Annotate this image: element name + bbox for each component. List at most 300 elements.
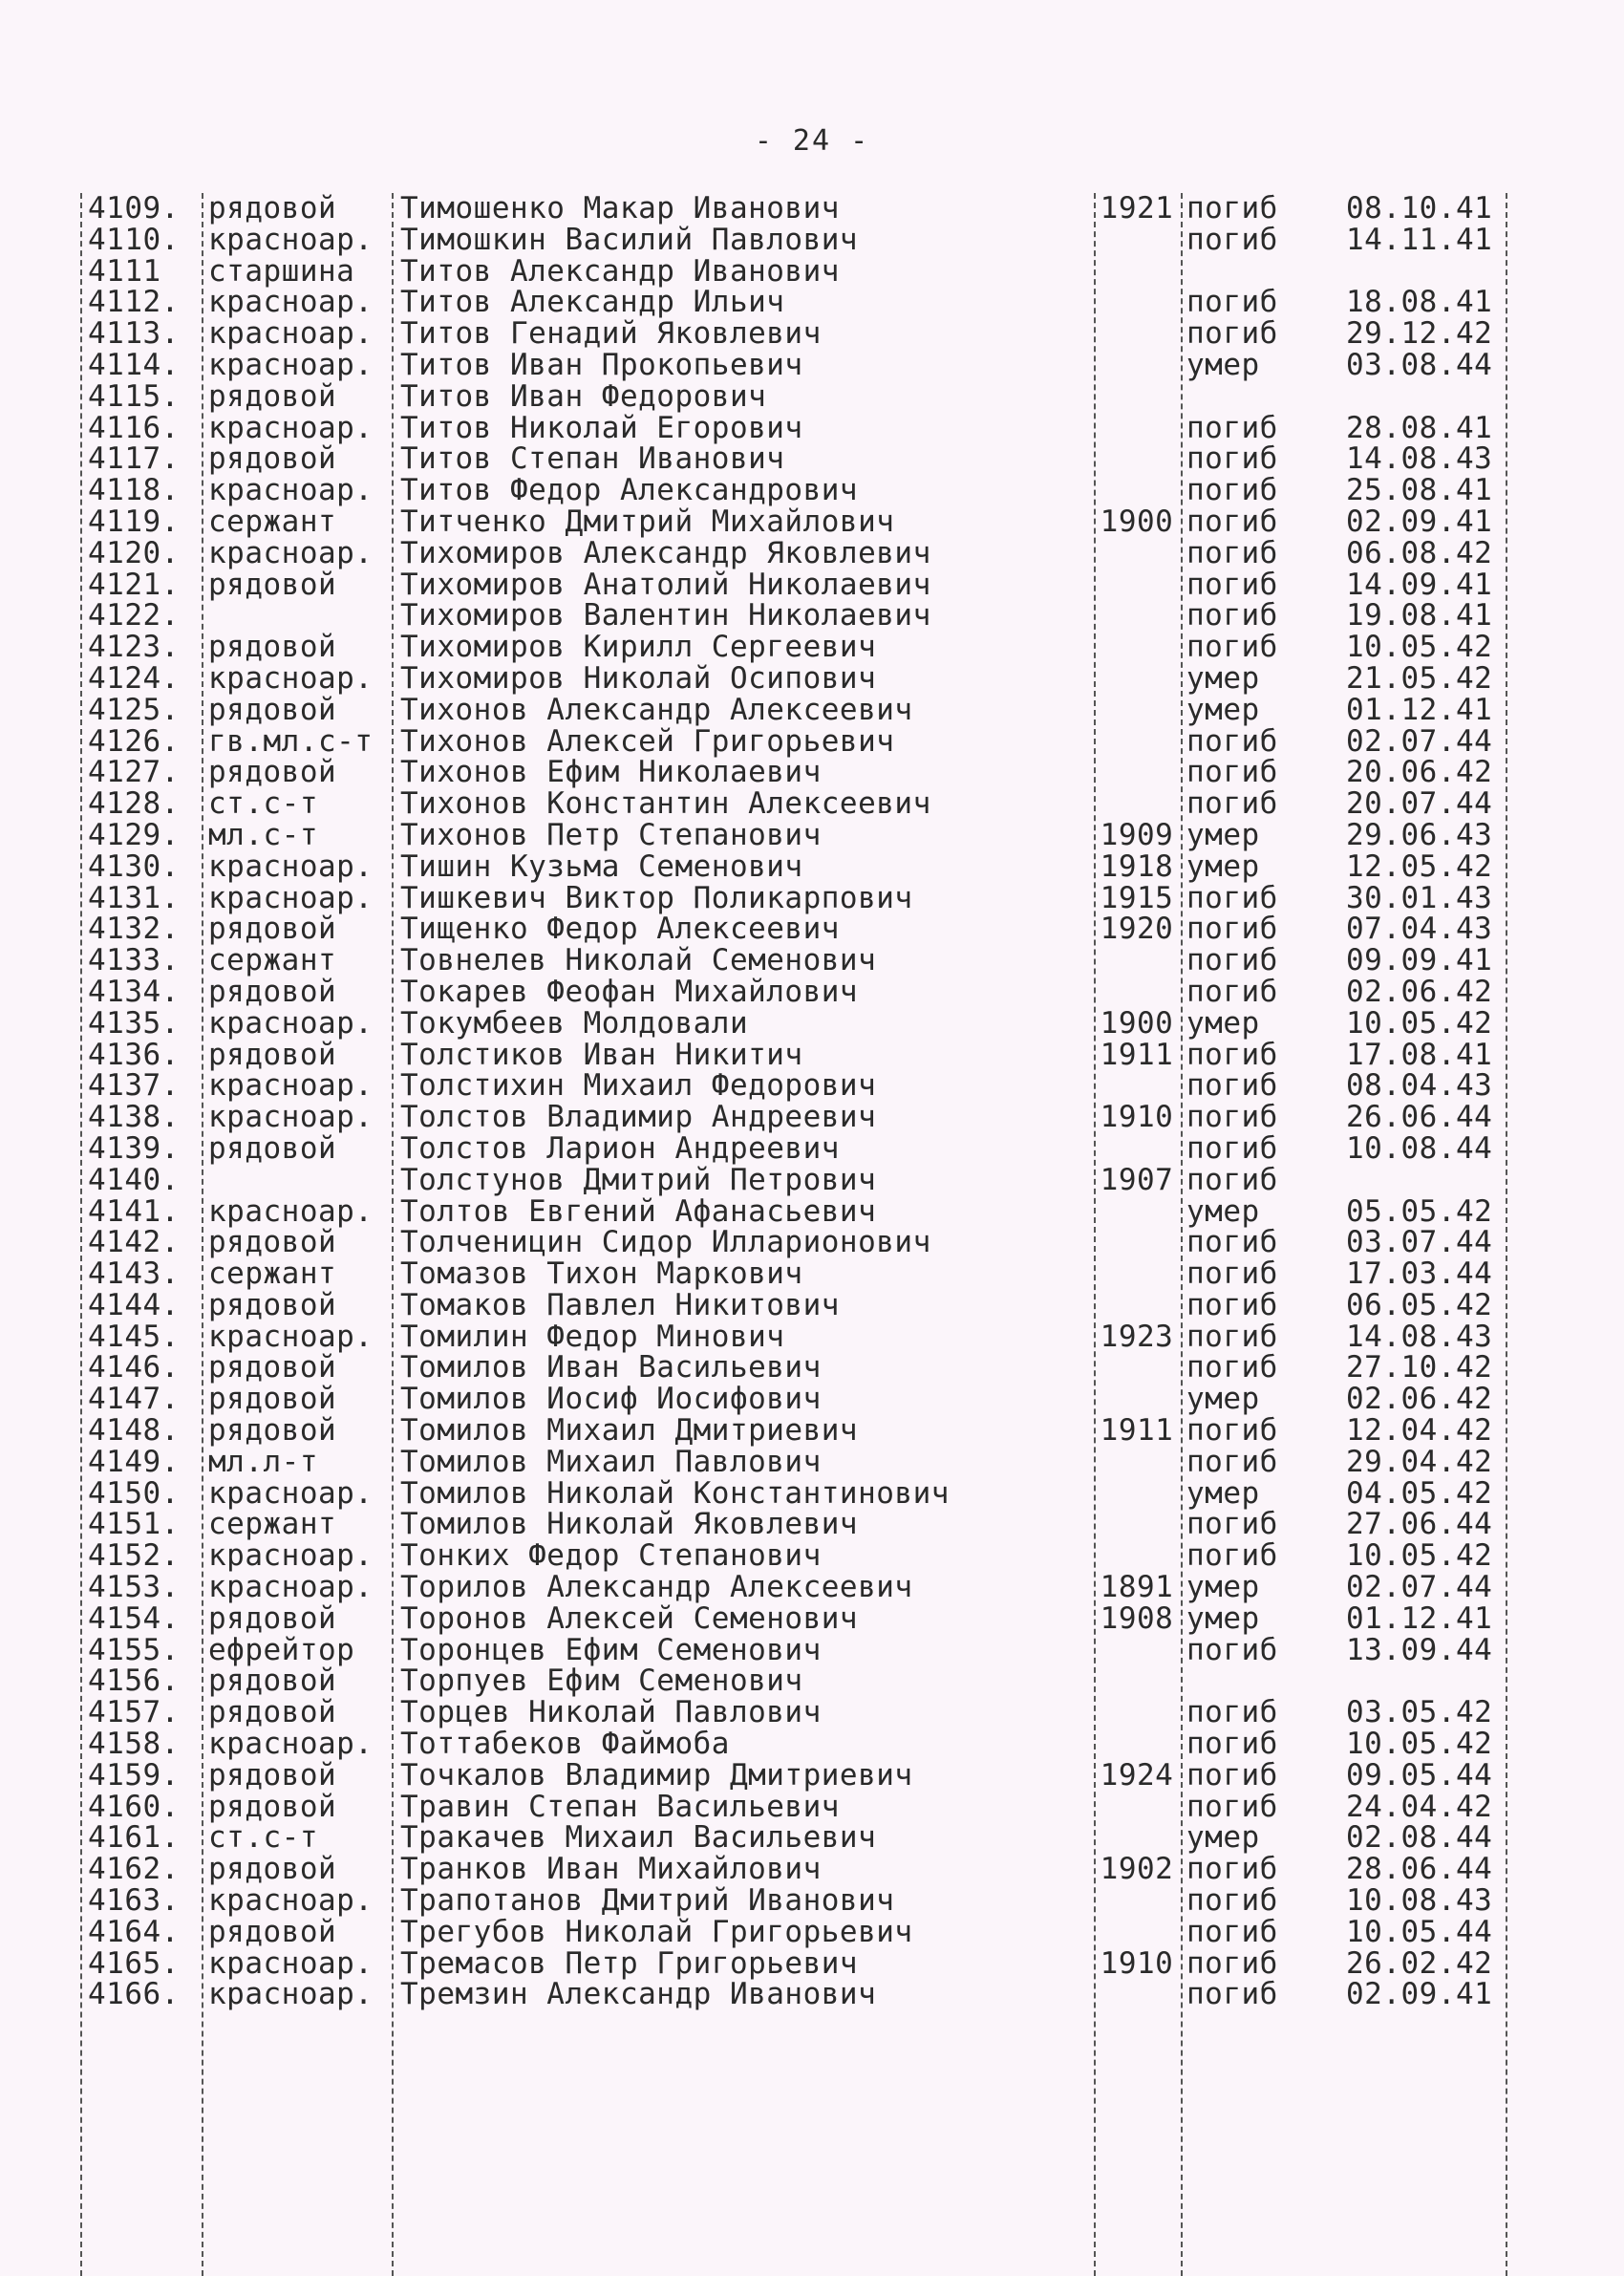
- cell-date: 10.05.42: [1346, 1538, 1493, 1574]
- table-row: [80, 848, 1513, 884]
- cell-status: умер: [1186, 1475, 1260, 1511]
- table-row: [80, 1540, 1513, 1572]
- cell-num: 4125.: [88, 692, 180, 727]
- cell-status: погиб: [1186, 410, 1278, 445]
- cell-status: погиб: [1186, 1538, 1278, 1574]
- cell-status: умер: [1186, 1600, 1260, 1636]
- cell-num: 4133.: [88, 943, 180, 978]
- cell-rank: сержант: [208, 1256, 337, 1292]
- cell-date: 18.08.41: [1346, 285, 1493, 320]
- cell-status: погиб: [1186, 1507, 1278, 1542]
- cell-num: 4131.: [88, 880, 180, 915]
- cell-num: 4122.: [88, 598, 180, 633]
- cell-name: Травин Степан Васильевич: [400, 1789, 840, 1824]
- table-row: [80, 475, 1513, 506]
- cell-rank: красноар.: [208, 1100, 374, 1135]
- cell-status: погиб: [1186, 880, 1278, 915]
- cell-num: 4162.: [88, 1852, 180, 1887]
- cell-year: 1911: [1100, 1037, 1174, 1072]
- cell-status: погиб: [1186, 285, 1278, 320]
- cell-date: 29.06.43: [1346, 817, 1493, 852]
- cell-num: 4139.: [88, 1130, 180, 1166]
- cell-rank: красноар.: [208, 1945, 374, 1981]
- cell-rank: гв.мл.с-т: [208, 723, 374, 759]
- table-row: [80, 1697, 1513, 1728]
- cell-status: погиб: [1186, 1883, 1278, 1919]
- cell-rank: ст.с-т: [208, 1820, 318, 1856]
- cell-num: 4116.: [88, 410, 180, 445]
- table-row: [80, 1757, 1513, 1793]
- table-row: [80, 1572, 1513, 1603]
- cell-name: Титов Иван Федорович: [400, 378, 767, 414]
- table-row: [80, 1005, 1513, 1041]
- cell-rank: рядовой: [208, 692, 337, 727]
- cell-date: 03.05.42: [1346, 1695, 1493, 1730]
- table-row: [80, 1102, 1513, 1133]
- table-row: [80, 1979, 1513, 2010]
- cell-date: 01.12.41: [1346, 1600, 1493, 1636]
- cell-num: 4132.: [88, 912, 180, 947]
- table-row: [80, 347, 1513, 382]
- cell-name: Томилов Михаил Павлович: [400, 1444, 822, 1479]
- cell-name: Тихонов Ефим Николаевич: [400, 755, 822, 790]
- cell-status: погиб: [1186, 1727, 1278, 1762]
- cell-rank: рядовой: [208, 1600, 337, 1636]
- cell-name: Титов Генадий Яковлевич: [400, 316, 822, 352]
- cell-year: 1909: [1100, 817, 1174, 852]
- cell-year: 1910: [1100, 1100, 1174, 1135]
- cell-status: умер: [1186, 660, 1260, 696]
- table-row: [80, 443, 1513, 475]
- cell-status: погиб: [1186, 974, 1278, 1009]
- cell-name: Титченко Дмитрий Михайлович: [400, 504, 895, 539]
- cell-date: 29.04.42: [1346, 1444, 1493, 1479]
- cell-name: Толстихин Михаил Федорович: [400, 1068, 877, 1104]
- table-row: [80, 692, 1513, 727]
- cell-num: 4148.: [88, 1413, 180, 1449]
- cell-rank: рядовой: [208, 912, 337, 947]
- cell-name: Тремзин Александр Иванович: [400, 1977, 877, 2012]
- cell-rank: красноар.: [208, 347, 374, 382]
- cell-name: Томазов Тихон Маркович: [400, 1256, 803, 1292]
- cell-num: 4138.: [88, 1100, 180, 1135]
- cell-rank: рядовой: [208, 1225, 337, 1260]
- cell-name: Токарев Феофан Михайлович: [400, 974, 859, 1009]
- table-row: [80, 1509, 1513, 1540]
- cell-rank: красноар.: [208, 880, 374, 915]
- cell-status: погиб: [1186, 1162, 1278, 1197]
- cell-name: Томилин Федор Минович: [400, 1319, 785, 1354]
- cell-status: погиб: [1186, 473, 1278, 508]
- cell-status: погиб: [1186, 630, 1278, 665]
- cell-year: 1900: [1100, 1005, 1174, 1041]
- table-row: [80, 880, 1513, 915]
- table-row: [80, 913, 1513, 945]
- cell-date: 02.06.42: [1346, 1382, 1493, 1417]
- cell-date: 03.07.44: [1346, 1225, 1493, 1260]
- cell-num: 4150.: [88, 1475, 180, 1511]
- table-row: [80, 535, 1513, 570]
- cell-date: 19.08.41: [1346, 598, 1493, 633]
- cell-date: 02.08.44: [1346, 1820, 1493, 1856]
- cell-date: 26.02.42: [1346, 1945, 1493, 1981]
- cell-num: 4163.: [88, 1883, 180, 1919]
- cell-date: 10.05.42: [1346, 630, 1493, 665]
- cell-num: 4113.: [88, 316, 180, 352]
- cell-date: 10.05.42: [1346, 1005, 1493, 1041]
- cell-date: 14.09.41: [1346, 567, 1493, 602]
- cell-rank: рядовой: [208, 1757, 337, 1793]
- cell-status: умер: [1186, 1193, 1260, 1229]
- cell-rank: мл.с-т: [208, 817, 318, 852]
- cell-date: 03.08.44: [1346, 347, 1493, 382]
- cell-status: погиб: [1186, 1757, 1278, 1793]
- table-row: [80, 945, 1513, 977]
- cell-num: 4166.: [88, 1977, 180, 2012]
- cell-rank: ст.с-т: [208, 786, 318, 822]
- cell-name: Точкалов Владимир Дмитриевич: [400, 1757, 913, 1793]
- cell-date: 28.08.41: [1346, 410, 1493, 445]
- cell-date: 06.08.42: [1346, 535, 1493, 570]
- cell-num: 4146.: [88, 1350, 180, 1385]
- cell-num: 4151.: [88, 1507, 180, 1542]
- cell-name: Тихонов Петр Степанович: [400, 817, 822, 852]
- cell-name: Тихомиров Александр Яковлевич: [400, 535, 931, 570]
- cell-status: погиб: [1186, 1319, 1278, 1354]
- cell-date: 02.06.42: [1346, 974, 1493, 1009]
- cell-name: Толстунов Дмитрий Петрович: [400, 1162, 877, 1197]
- cell-rank: рядовой: [208, 755, 337, 790]
- cell-rank: красноар.: [208, 535, 374, 570]
- cell-rank: рядовой: [208, 1350, 337, 1385]
- page-number: - 24 -: [754, 124, 870, 158]
- cell-date: 17.08.41: [1346, 1037, 1493, 1072]
- cell-rank: рядовой: [208, 1413, 337, 1449]
- cell-rank: рядовой: [208, 1037, 337, 1072]
- cell-name: Тихонов Александр Алексеевич: [400, 692, 913, 727]
- table-row: [80, 1665, 1513, 1697]
- cell-date: 12.05.42: [1346, 848, 1493, 884]
- cell-status: погиб: [1186, 1914, 1278, 1949]
- cell-name: Трегубов Николай Григорьевич: [400, 1914, 913, 1949]
- cell-rank: красноар.: [208, 1193, 374, 1229]
- table-row: [80, 193, 1513, 225]
- table-row: [80, 1193, 1513, 1229]
- cell-rank: ефрейтор: [208, 1632, 355, 1667]
- cell-rank: рядовой: [208, 974, 337, 1009]
- cell-name: Тимошенко Макар Иванович: [400, 191, 840, 225]
- cell-status: погиб: [1186, 1225, 1278, 1260]
- cell-name: Титов Николай Егорович: [400, 410, 803, 445]
- cell-name: Томилов Николай Яковлевич: [400, 1507, 859, 1542]
- cell-num: 4137.: [88, 1068, 180, 1104]
- cell-num: 4124.: [88, 660, 180, 696]
- cell-name: Тишкевич Виктор Поликарпович: [400, 880, 913, 915]
- cell-status: погиб: [1186, 1350, 1278, 1385]
- cell-status: погиб: [1186, 1977, 1278, 2012]
- cell-rank: рядовой: [208, 1664, 337, 1699]
- table-row: [80, 1475, 1513, 1511]
- cell-num: 4143.: [88, 1256, 180, 1292]
- cell-num: 4161.: [88, 1820, 180, 1856]
- table-row: [80, 506, 1513, 538]
- cell-status: погиб: [1186, 1945, 1278, 1981]
- cell-rank: мл.л-т: [208, 1444, 318, 1479]
- table-row: [80, 1415, 1513, 1447]
- cell-rank: красноар.: [208, 285, 374, 320]
- cell-name: Тракачев Михаил Васильевич: [400, 1820, 877, 1856]
- cell-status: умер: [1186, 692, 1260, 727]
- cell-date: 20.07.44: [1346, 786, 1493, 822]
- cell-year: 1923: [1100, 1319, 1174, 1354]
- cell-rank: красноар.: [208, 1883, 374, 1919]
- cell-year: 1891: [1100, 1570, 1174, 1605]
- cell-name: Толстов Ларион Андреевич: [400, 1130, 840, 1166]
- table-row: [80, 1321, 1513, 1353]
- table-row: [80, 287, 1513, 318]
- cell-name: Томаков Павлел Никитович: [400, 1287, 840, 1322]
- cell-name: Тимошкин Василий Павлович: [400, 222, 859, 257]
- cell-date: 27.06.44: [1346, 1507, 1493, 1542]
- cell-status: погиб: [1186, 1287, 1278, 1322]
- cell-num: 4144.: [88, 1287, 180, 1322]
- cell-status: погиб: [1186, 943, 1278, 978]
- cell-rank: красноар.: [208, 1475, 374, 1511]
- table-row: [80, 632, 1513, 663]
- cell-name: Томилов Иван Васильевич: [400, 1350, 822, 1385]
- cell-name: Томилов Иосиф Иосифович: [400, 1382, 822, 1417]
- cell-rank: красноар.: [208, 1727, 374, 1762]
- cell-year: 1910: [1100, 1945, 1174, 1981]
- cell-num: 4136.: [88, 1037, 180, 1072]
- cell-date: 08.10.41: [1346, 191, 1493, 225]
- cell-year: 1918: [1100, 848, 1174, 884]
- cell-date: 17.03.44: [1346, 1256, 1493, 1292]
- table-row: [80, 1130, 1513, 1166]
- cell-rank: красноар.: [208, 316, 374, 352]
- table-row: [80, 1632, 1513, 1667]
- cell-date: 09.05.44: [1346, 1757, 1493, 1793]
- cell-date: 06.05.42: [1346, 1287, 1493, 1322]
- cell-date: 14.08.43: [1346, 441, 1493, 477]
- cell-date: 10.05.42: [1346, 1727, 1493, 1762]
- cell-date: 14.11.41: [1346, 222, 1493, 257]
- cell-num: 4152.: [88, 1538, 180, 1574]
- table-row: [80, 1444, 1513, 1479]
- cell-rank: рядовой: [208, 191, 337, 225]
- cell-num: 4111: [88, 253, 161, 289]
- cell-rank: рядовой: [208, 1130, 337, 1166]
- cell-status: погиб: [1186, 755, 1278, 790]
- cell-num: 4109.: [88, 191, 180, 225]
- cell-year: 1900: [1100, 504, 1174, 539]
- cell-year: 1924: [1100, 1757, 1174, 1793]
- cell-status: умер: [1186, 817, 1260, 852]
- cell-name: Томилов Николай Константинович: [400, 1475, 950, 1511]
- cell-name: Тихомиров Николай Осипович: [400, 660, 877, 696]
- cell-name: Торонов Алексей Семенович: [400, 1600, 859, 1636]
- cell-name: Торпуев Ефим Семенович: [400, 1664, 803, 1699]
- cell-status: погиб: [1186, 567, 1278, 602]
- cell-date: 12.04.42: [1346, 1413, 1493, 1449]
- cell-rank: красноар.: [208, 1538, 374, 1574]
- table-row: [80, 222, 1513, 257]
- table-row: [80, 1728, 1513, 1760]
- cell-status: погиб: [1186, 723, 1278, 759]
- table-row: [80, 1945, 1513, 1981]
- cell-num: 4156.: [88, 1664, 180, 1699]
- cell-rank: красноар.: [208, 1005, 374, 1041]
- cell-year: 1907: [1100, 1162, 1174, 1197]
- table-row: [80, 1037, 1513, 1072]
- cell-status: умер: [1186, 1820, 1260, 1856]
- cell-rank: красноар.: [208, 1068, 374, 1104]
- cell-status: погиб: [1186, 441, 1278, 477]
- cell-date: 08.04.43: [1346, 1068, 1493, 1104]
- table-row: [80, 974, 1513, 1009]
- cell-date: 25.08.41: [1346, 473, 1493, 508]
- cell-date: 05.05.42: [1346, 1193, 1493, 1229]
- cell-rank: рядовой: [208, 567, 337, 602]
- cell-date: 26.06.44: [1346, 1100, 1493, 1135]
- cell-name: Тихомиров Кирилл Сергеевич: [400, 630, 877, 665]
- cell-name: Тихомиров Валентин Николаевич: [400, 598, 931, 633]
- cell-num: 4128.: [88, 786, 180, 822]
- cell-year: 1911: [1100, 1413, 1174, 1449]
- cell-num: 4160.: [88, 1789, 180, 1824]
- table-row: [80, 1258, 1513, 1290]
- cell-num: 4135.: [88, 1005, 180, 1041]
- table-row: [80, 1287, 1513, 1322]
- cell-rank: сержант: [208, 1507, 337, 1542]
- cell-status: погиб: [1186, 504, 1278, 539]
- cell-date: 09.09.41: [1346, 943, 1493, 978]
- cell-num: 4129.: [88, 817, 180, 852]
- cell-date: 02.09.41: [1346, 504, 1493, 539]
- table-row: [80, 1822, 1513, 1854]
- table-row: [80, 1854, 1513, 1885]
- cell-date: 27.10.42: [1346, 1350, 1493, 1385]
- table-row: [80, 1070, 1513, 1102]
- cell-status: умер: [1186, 347, 1260, 382]
- cell-num: 4141.: [88, 1193, 180, 1229]
- cell-rank: рядовой: [208, 1852, 337, 1887]
- cell-rank: старшина: [208, 253, 355, 289]
- table-row: [80, 1914, 1513, 1949]
- cell-name: Тихомиров Анатолий Николаевич: [400, 567, 931, 602]
- table-row: [80, 788, 1513, 820]
- cell-name: Тихонов Алексей Григорьевич: [400, 723, 895, 759]
- table-row: [80, 660, 1513, 696]
- cell-num: 4147.: [88, 1382, 180, 1417]
- cell-num: 4145.: [88, 1319, 180, 1354]
- cell-status: погиб: [1186, 316, 1278, 352]
- cell-num: 4118.: [88, 473, 180, 508]
- cell-status: погиб: [1186, 1695, 1278, 1730]
- cell-rank: рядовой: [208, 1382, 337, 1417]
- cell-num: 4154.: [88, 1600, 180, 1636]
- cell-name: Торонцев Ефим Семенович: [400, 1632, 822, 1667]
- cell-rank: рядовой: [208, 1789, 337, 1824]
- cell-name: Титов Иван Прокопьевич: [400, 347, 803, 382]
- cell-date: 24.04.42: [1346, 1789, 1493, 1824]
- table-row: [80, 378, 1513, 414]
- cell-date: 02.07.44: [1346, 1570, 1493, 1605]
- cell-status: погиб: [1186, 1100, 1278, 1135]
- cell-name: Титов Александр Ильич: [400, 285, 785, 320]
- cell-name: Толтов Евгений Афанасьевич: [400, 1193, 877, 1229]
- cell-status: погиб: [1186, 786, 1278, 822]
- cell-num: 4120.: [88, 535, 180, 570]
- cell-num: 4158.: [88, 1727, 180, 1762]
- cell-num: 4157.: [88, 1695, 180, 1730]
- cell-date: 02.07.44: [1346, 723, 1493, 759]
- cell-date: 10.05.44: [1346, 1914, 1493, 1949]
- cell-rank: красноар.: [208, 222, 374, 257]
- table-row: [80, 723, 1513, 759]
- cell-status: погиб: [1186, 1444, 1278, 1479]
- cell-date: 13.09.44: [1346, 1632, 1493, 1667]
- table-row: [80, 569, 1513, 601]
- table-row: [80, 817, 1513, 852]
- cell-date: 07.04.43: [1346, 912, 1493, 947]
- records-table: [80, 193, 1513, 2010]
- cell-status: погиб: [1186, 912, 1278, 947]
- cell-date: 10.08.44: [1346, 1130, 1493, 1166]
- cell-num: 4117.: [88, 441, 180, 477]
- cell-status: погиб: [1186, 1037, 1278, 1072]
- cell-status: погиб: [1186, 535, 1278, 570]
- cell-rank: красноар.: [208, 473, 374, 508]
- cell-num: 4153.: [88, 1570, 180, 1605]
- cell-rank: рядовой: [208, 441, 337, 477]
- table-row: [80, 318, 1513, 350]
- cell-rank: сержант: [208, 504, 337, 539]
- cell-name: Транков Иван Михайлович: [400, 1852, 822, 1887]
- cell-status: погиб: [1186, 598, 1278, 633]
- cell-rank: красноар.: [208, 848, 374, 884]
- cell-name: Титов Александр Иванович: [400, 253, 840, 289]
- cell-status: погиб: [1186, 1632, 1278, 1667]
- cell-date: 04.05.42: [1346, 1475, 1493, 1511]
- cell-num: 4126.: [88, 723, 180, 759]
- table-row: [80, 1885, 1513, 1917]
- table-row: [80, 1384, 1513, 1415]
- cell-rank: красноар.: [208, 1977, 374, 2012]
- cell-name: Тонких Федор Степанович: [400, 1538, 822, 1574]
- table-row: [80, 410, 1513, 445]
- cell-rank: рядовой: [208, 378, 337, 414]
- cell-rank: сержант: [208, 943, 337, 978]
- cell-num: 4115.: [88, 378, 180, 414]
- cell-name: Трапотанов Дмитрий Иванович: [400, 1883, 895, 1919]
- cell-status: погиб: [1186, 1852, 1278, 1887]
- cell-year: 1920: [1100, 912, 1174, 947]
- cell-year: 1915: [1100, 880, 1174, 915]
- cell-status: погиб: [1186, 1256, 1278, 1292]
- cell-name: Толстов Владимир Андреевич: [400, 1100, 877, 1135]
- cell-status: погиб: [1186, 1789, 1278, 1824]
- cell-year: 1908: [1100, 1600, 1174, 1636]
- cell-name: Титов Федор Александрович: [400, 473, 859, 508]
- cell-name: Токумбеев Молдовали: [400, 1005, 749, 1041]
- cell-status: погиб: [1186, 222, 1278, 257]
- cell-date: 21.05.42: [1346, 660, 1493, 696]
- cell-name: Томилов Михаил Дмитриевич: [400, 1413, 859, 1449]
- cell-num: 4130.: [88, 848, 180, 884]
- cell-name: Тремасов Петр Григорьевич: [400, 1945, 859, 1981]
- cell-num: 4142.: [88, 1225, 180, 1260]
